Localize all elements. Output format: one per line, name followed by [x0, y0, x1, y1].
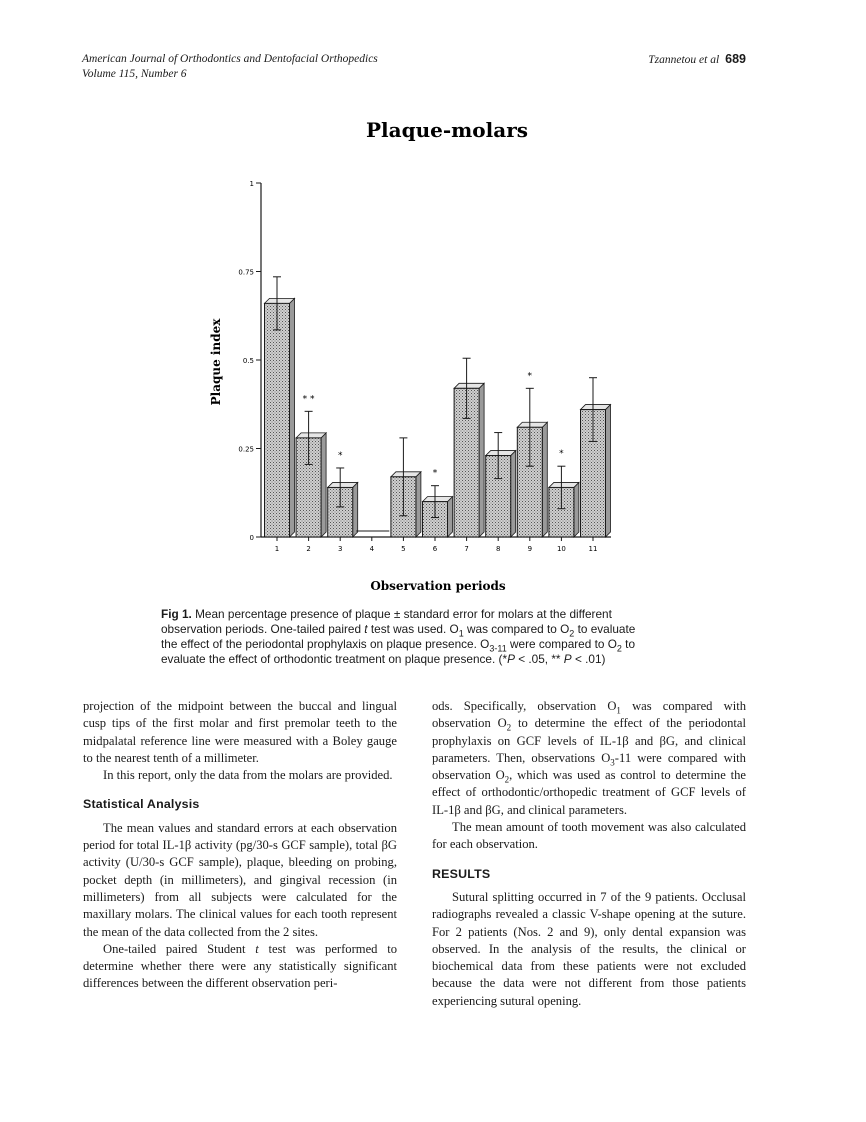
y-tick-label: 0.75 [238, 268, 254, 277]
bar-side [448, 497, 453, 537]
y-axis-label: Plaque index [209, 318, 223, 406]
bar-top [517, 422, 547, 427]
significance-marker: * [527, 371, 533, 382]
x-tick-label: 3 [337, 545, 343, 553]
paragraph: Sutural splitting occurred in 7 of the 9 patients. Occlusal radiographs revealed a classic V-shape opening at the suture. For 2 patients (Nos. 2 and 9), only dental expansion was observed. In the analysis of the results, the clinical or biochemical data from these patients were not excluded because the data were not different from those patients experiencing sutural opening. [432, 889, 746, 1008]
x-tick-label: 11 [588, 545, 598, 553]
x-tick-label: 9 [527, 545, 533, 553]
bar-side [542, 422, 547, 537]
bar-top [391, 472, 421, 477]
x-tick-label: 6 [432, 545, 438, 553]
bar [265, 303, 290, 537]
figure-label: Fig 1. [161, 607, 192, 621]
paragraph: The mean values and standard errors at each observation period for total IL-1β activity (pg/30-s GCF sample), total βG activity (U/30-s GCF sample), plaque, bleeding on probing, pocket depth (in millimeters), and gingival recession (in millimeters) from all subjects were calculated for the maxillary molars. The clinical values for each tooth represent the mean of the data collected from the 2 sites. [83, 820, 397, 939]
y-tick-label: 0 [249, 534, 254, 542]
figure-caption [161, 607, 681, 667]
caption-line-1: Mean percentage presence of plaque ± standard error for molars at the different [195, 607, 612, 621]
right-column [432, 698, 746, 1010]
x-axis-label: Observation periods [370, 579, 506, 593]
bar-top [328, 482, 358, 487]
bar-top [296, 433, 326, 438]
journal-name: American Journal of Orthodontics and Dentofacial Orthopedics [82, 53, 378, 65]
bar-top [265, 298, 295, 303]
bar-top [486, 451, 516, 456]
x-tick-label: 5 [401, 545, 406, 553]
significance-marker: * [337, 450, 343, 461]
bar-side [416, 472, 421, 537]
bar-side [290, 298, 295, 537]
bar-side [574, 482, 579, 537]
y-tick-label: 1 [249, 180, 254, 188]
bar-side [321, 433, 326, 537]
section-heading-results: RESULTS [432, 866, 491, 881]
section-heading-statistical-analysis: Statistical Analysis [83, 797, 200, 812]
x-tick-label: 1 [274, 545, 280, 553]
x-tick-label: 7 [464, 545, 469, 553]
paragraph: projection of the midpoint between the buccal and lingual cusp tips of the first molar and first premolar teeth to the midpalatal reference line were measured with a Boley gauge to the nearest tenth of a millimeter. [83, 699, 397, 765]
bar-side [606, 405, 611, 537]
x-tick-label: 10 [556, 545, 566, 553]
page-number: 689 [725, 52, 746, 66]
x-tick-label: 8 [495, 545, 501, 553]
x-tick-label: 2 [306, 545, 311, 553]
chart-title: Plaque-molars [365, 118, 529, 142]
paragraph: One-tailed paired Student t test was performed to determine whether there were any statistically significant differences between the different observation peri- [83, 941, 397, 991]
bar-top [423, 497, 453, 502]
bar-side [511, 451, 516, 537]
paragraph: In this report, only the data from the molars are provided. [103, 768, 393, 783]
bar-side [353, 482, 358, 537]
paragraph: The mean amount of tooth movement was also calculated for each observation. [432, 820, 746, 852]
significance-marker: * * [302, 394, 315, 405]
caption-line-3: the effect of the periodontal prophylaxis on plaque presence. $O_{3-11}$ were compared to $O_2$ to [161, 637, 636, 654]
author-line: Tzannetou et al [648, 54, 720, 66]
paragraph: ods. Specifically, observation $O_1$ was compared with observation $O_2$ to determine the effect of the periodontal prophylaxis on GCF levels of IL-1β and βG, and clinical parameters. Then, observations $O_3-11$ were compared with observation $O_2$, which was used as control to determine the effect of orthodontic/orthopedic treatment of GCF levels of IL-1β and βG, and clinical parameters. [432, 699, 747, 817]
caption-line-4: evaluate the effect of orthodontic treatment on plaque presence. (*P < .05, ** P < .01) [161, 652, 606, 666]
bar-top [549, 482, 579, 487]
bar-side [479, 383, 484, 537]
y-tick-label: 0.5 [242, 357, 254, 365]
caption-line-2: observation periods. One-tailed paired t test was used. $O_1$ was compared to $O_2$ to evaluate [161, 622, 636, 639]
bar-top [454, 383, 484, 388]
y-tick-label: 0.25 [238, 445, 254, 454]
journal-volume: Volume 115, Number 6 [82, 68, 187, 80]
x-tick-label: 4 [369, 545, 375, 553]
bar-top [581, 405, 611, 410]
significance-marker: * [559, 449, 564, 460]
significance-marker: * [432, 468, 438, 479]
left-column [83, 698, 397, 993]
